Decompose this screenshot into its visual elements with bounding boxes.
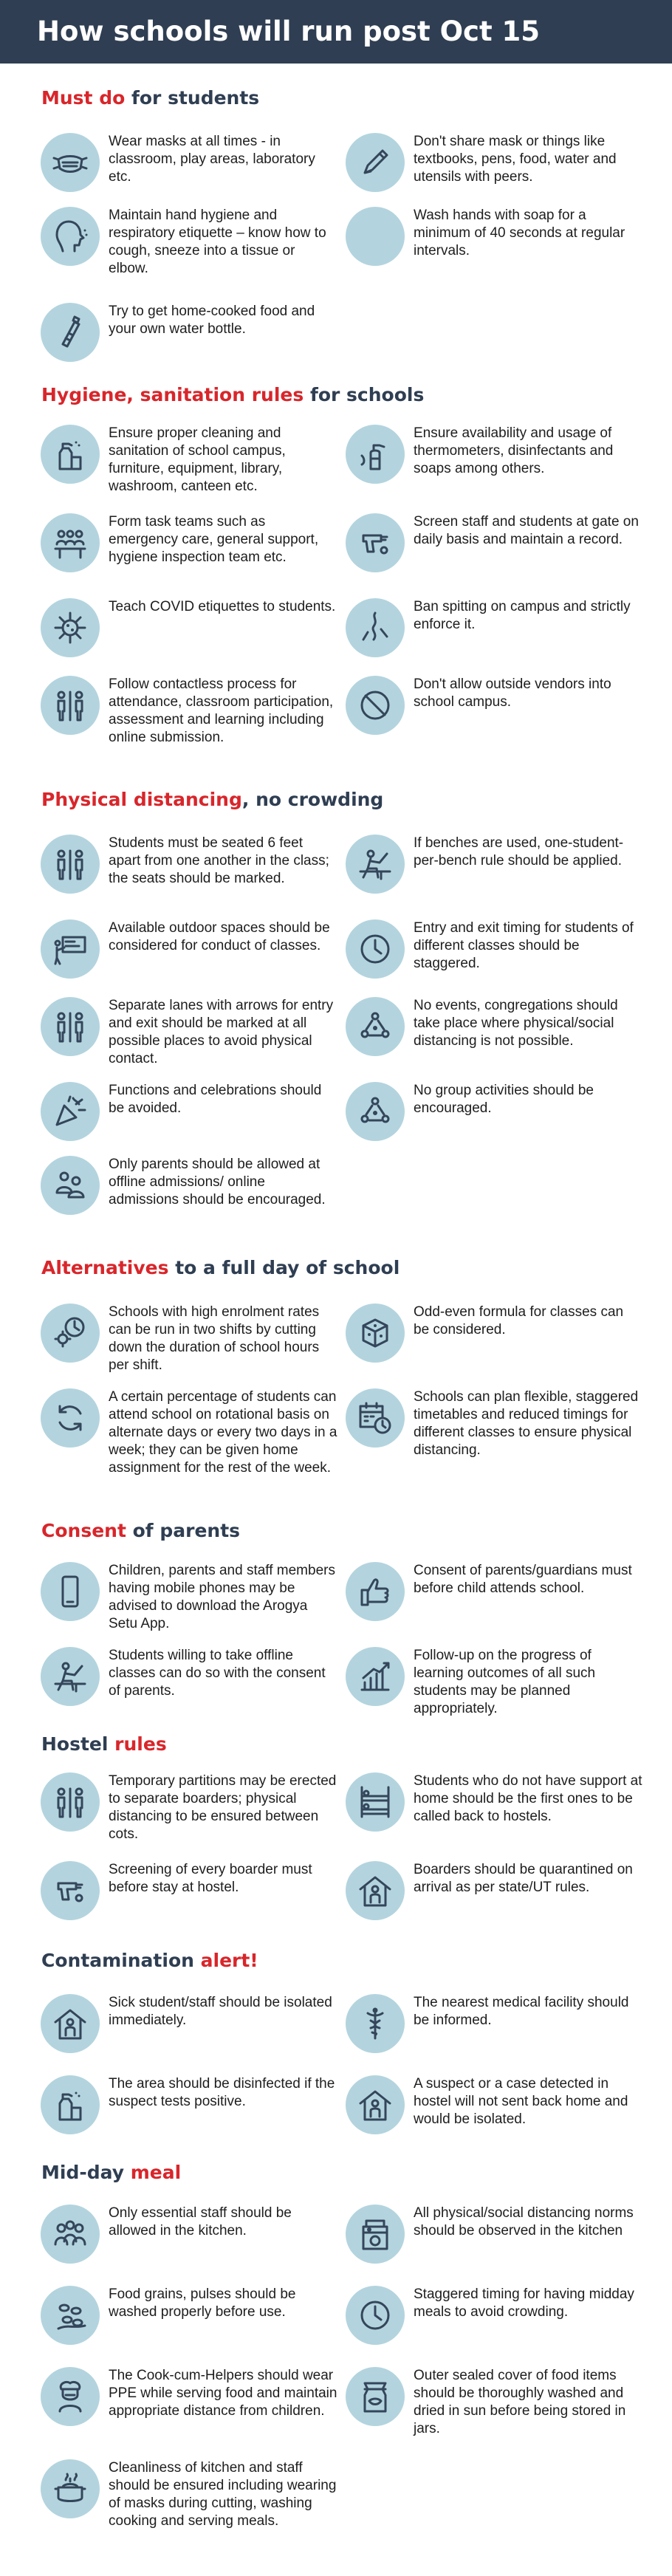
bench-student-icon [41, 1647, 100, 1706]
clock-icon [346, 2286, 405, 2345]
rule-text: Form task teams such as emergency care, general support, hygiene inspection team etc. [109, 514, 319, 565]
outdoor-class-icon [41, 919, 100, 979]
section-title-must-do: Must do for students [41, 87, 260, 109]
distance-people-icon [41, 835, 100, 894]
rule-text: Ensure proper cleaning and sanitation of school campus, furniture, equipment, library, washroom, canteen etc. [109, 425, 286, 494]
distance-people-icon [41, 997, 100, 1056]
calendar-clock-icon [346, 1388, 405, 1448]
food-packet-icon [346, 2367, 405, 2426]
section-title-hostel: Hostel rules [41, 1733, 167, 1755]
section-title-hygiene: Hygiene, sanitation rules for schools [41, 384, 425, 405]
rotation-arrows-icon [41, 1388, 100, 1448]
sanitizer-icon [346, 425, 405, 484]
rule-text: Boarders should be quarantined on arrival as per state/UT rules. [414, 1862, 633, 1895]
rule-text: All physical/social distancing norms should be observed in the kitchen [414, 2205, 634, 2238]
rule-text: Sick student/staff should be isolated immediately. [109, 1995, 332, 2028]
rule-text: Follow-up on the progress of learning outcomes of all such students may be planned appropriately. [414, 1648, 596, 1716]
rule-text: Food grains, pulses should be washed properly before use. [109, 2286, 296, 2320]
rule-text: Temporary partitions may be erected to separate boarders; physical distancing to be ensured between cots. [109, 1773, 337, 1842]
rule-text: Cleanliness of kitchen and staff should be ensured including wearing of masks during cutting, washing cooking and serving meals. [109, 2460, 337, 2529]
section-title-consent: Consent of parents [41, 1520, 241, 1541]
house-person-icon [346, 2075, 405, 2134]
rule-text: No group activities should be encouraged. [414, 1083, 594, 1116]
rule-text: Try to get home-cooked food and your own water bottle. [109, 304, 315, 337]
rule-text: Students willing to take offline classes can do so with the consent of parents. [109, 1648, 326, 1699]
rule-text: Only essential staff should be allowed in the kitchen. [109, 2205, 292, 2238]
rule-text: Ensure availability and usage of thermometers, disinfectants and soaps among others. [414, 425, 614, 476]
virus-icon [41, 598, 100, 657]
rule-text: No events, congregations should take place where physical/social distancing is not possible. [414, 998, 618, 1049]
rule-text: Available outdoor spaces should be considered for conduct of classes. [109, 920, 330, 953]
rule-text: A suspect or a case detected in hostel will not sent back home and would be isolated. [414, 2076, 628, 2127]
pencil-icon [346, 133, 405, 192]
page-title: How schools will run post Oct 15 [0, 0, 672, 64]
rule-text: Maintain hand hygiene and respiratory etiquette – know how to cough, sneeze into a tissue or elbow. [109, 208, 326, 276]
thumbs-up-icon [346, 1562, 405, 1621]
rule-text: A certain percentage of students can attend school on rotational basis on alternate days or every two days in a week; they can be given home assignment for the rest of the week. [109, 1389, 337, 1476]
cleaning-spray-icon [41, 425, 100, 484]
rule-text: Functions and celebrations should be avoided. [109, 1083, 322, 1116]
rule-text: Teach COVID etiquettes to students. [109, 599, 336, 614]
rule-text: Only parents should be allowed at offline admissions/ online admissions should be encouraged. [109, 1157, 326, 1208]
rule-text: Consent of parents/guardians must before child attends school. [414, 1563, 632, 1596]
section-title-midday-meal: Mid-day meal [41, 2162, 182, 2183]
gear-clock-icon [41, 1304, 100, 1363]
rule-text: The area should be disinfected if the suspect tests positive. [109, 2076, 335, 2109]
group-network-icon [346, 997, 405, 1056]
no-entry-icon [346, 676, 405, 735]
staff-group-icon [41, 2205, 100, 2264]
rule-text: Screening of every boarder must before stay at hostel. [109, 1862, 312, 1895]
rule-text: The nearest medical facility should be informed. [414, 1995, 629, 2028]
rule-text: The Cook-cum-Helpers should wear PPE while serving food and maintain appropriate distance from children. [109, 2368, 337, 2419]
water-bottle-icon [41, 303, 100, 362]
grains-icon [41, 2286, 100, 2345]
thermometer-gun-icon [41, 1861, 100, 1920]
progress-chart-icon [346, 1647, 405, 1706]
team-icon [41, 513, 100, 572]
rule-text: Don't share mask or things like textbooks, pens, food, water and utensils with peers. [414, 134, 617, 185]
rule-text: Ban spitting on campus and strictly enforce it. [414, 599, 631, 632]
dice-icon [346, 1304, 405, 1363]
rule-text: If benches are used, one-student-per-bench rule should be applied. [414, 835, 624, 869]
rule-text: Students who do not have support at home should be the first ones to be called back to hostels. [414, 1773, 642, 1824]
house-person-icon [41, 1994, 100, 2053]
mobile-phone-icon [41, 1562, 100, 1621]
cleaning-spray-icon [41, 2075, 100, 2134]
distance-people-icon [41, 1772, 100, 1832]
rule-text: Schools with high enrolment rates can be run in two shifts by cutting down the duration of school hours per shift. [109, 1304, 320, 1373]
rule-text: Children, parents and staff members having mobile phones may be advised to download the Arogya Setu App. [109, 1563, 335, 1631]
group-network-icon [346, 1082, 405, 1141]
sneeze-head-icon [41, 207, 100, 266]
rule-text: Outer sealed cover of food items should be thoroughly washed and dried in sun before being stored in jars. [414, 2368, 626, 2436]
section-title-contamination: Contamination alert! [41, 1950, 258, 1971]
rule-text: Follow contactless process for attendance, classroom participation, assessment and learning including online submission. [109, 676, 334, 745]
house-person-icon [346, 1861, 405, 1920]
rule-text: Students must be seated 6 feet apart from one another in the class; the seats should be marked. [109, 835, 329, 886]
rule-text: Schools can plan flexible, staggered timetables and reduced timings for different classes to ensure physical distancing. [414, 1389, 639, 1458]
rule-text: Entry and exit timing for students of different classes should be staggered. [414, 920, 634, 971]
party-popper-icon [41, 1082, 100, 1141]
rule-text: Staggered timing for having midday meals to avoid crowding. [414, 2286, 634, 2320]
stove-icon [346, 2205, 405, 2264]
caduceus-icon [346, 1994, 405, 2053]
bench-student-icon [346, 835, 405, 894]
rule-text: Don't allow outside vendors into school campus. [414, 676, 611, 710]
cooking-pot-icon [41, 2459, 100, 2518]
spit-icon [346, 598, 405, 657]
rule-text: Wear masks at all times - in classroom, play areas, laboratory etc. [109, 134, 315, 185]
mask-icon [41, 133, 100, 192]
section-title-alternatives: Alternatives to a full day of school [41, 1257, 400, 1278]
clock-icon [346, 919, 405, 979]
cook-ppe-icon [41, 2367, 100, 2426]
bunk-bed-icon [346, 1772, 405, 1832]
rule-text: Separate lanes with arrows for entry and exit should be marked at all possible places to avoid physical contact. [109, 998, 334, 1066]
handwash-icon [346, 207, 405, 266]
distance-people-icon [41, 676, 100, 735]
thermometer-gun-icon [346, 513, 405, 572]
rule-text: Odd-even formula for classes can be considered. [414, 1304, 624, 1337]
rule-text: Wash hands with soap for a minimum of 40 seconds at regular intervals. [414, 208, 625, 258]
parents-icon [41, 1156, 100, 1215]
section-title-distancing: Physical distancing, no crowding [41, 789, 384, 810]
rule-text: Screen staff and students at gate on daily basis and maintain a record. [414, 514, 639, 547]
